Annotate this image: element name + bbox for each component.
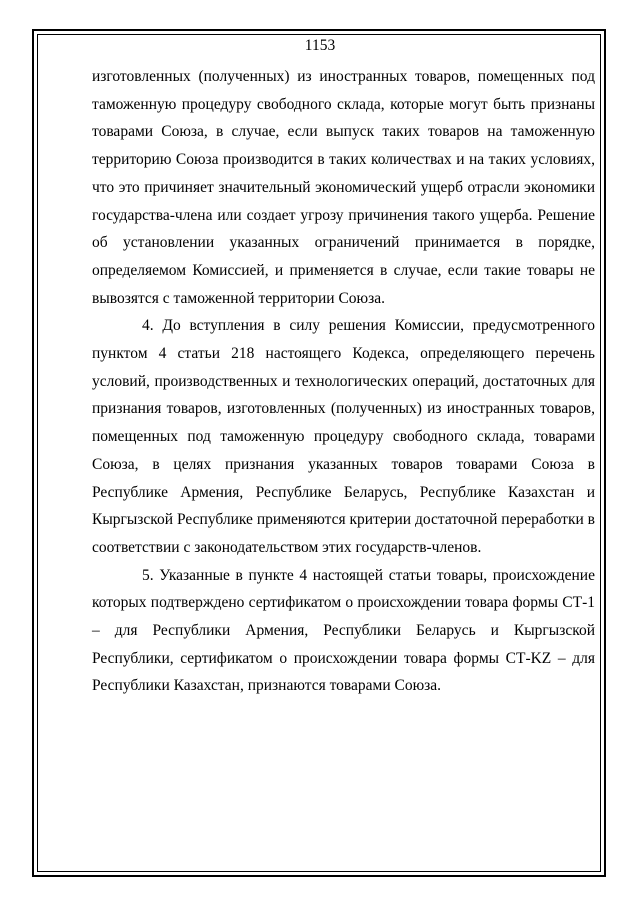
paragraph-continuation: изготовленных (полученных) из иностранных товаров, помещенных под таможенную процедуру свободного склада, которые могут быть признаны товарами Союза, в случае, если выпуск таких товаров на таможенную территорию Союза производится в таких количествах и на таких условиях, что это причиняет значительный экономический ущерб отрасли экономики государства-члена или создает угрозу причинения такого ущерба. Решение об установлении указанных ограничений принимается в порядке, определяемом Комиссией, и применяется в случае, если такие товары не вывозятся с таможенной территории Союза. <box>92 68 595 307</box>
page-number: 1153 <box>304 37 336 54</box>
paragraph-item-5: 5. Указанные в пункте 4 настоящей статьи товары, происхождение которых подтверждено сертификатом о происхождении товара формы СТ-1 – для Республики Армения, Республики Беларусь и Кыргызской Республики, сертификатом о происхождении товара формы СТ-KZ – для Республики Казахстан, признаются товарами Союза. <box>92 566 595 695</box>
paragraph-item-4: 4. До вступления в силу решения Комиссии, предусмотренного пунктом 4 статьи 218 настоящего Кодекса, определяющего перечень условий, производственных и технологических операций, достаточных для признания товаров, изготовленных (полученных) из иностранных товаров, помещенных под таможенную процедуру свободного склада, товарами Союза, в целях признания указанных товаров товарами Союза в Республике Армения, Республике Беларусь, Республике Казахстан и Кыргызской Республике применяются критерии достаточной переработки в соответствии с законодательством этих государств-членов. <box>92 317 595 556</box>
document-body <box>92 63 595 700</box>
